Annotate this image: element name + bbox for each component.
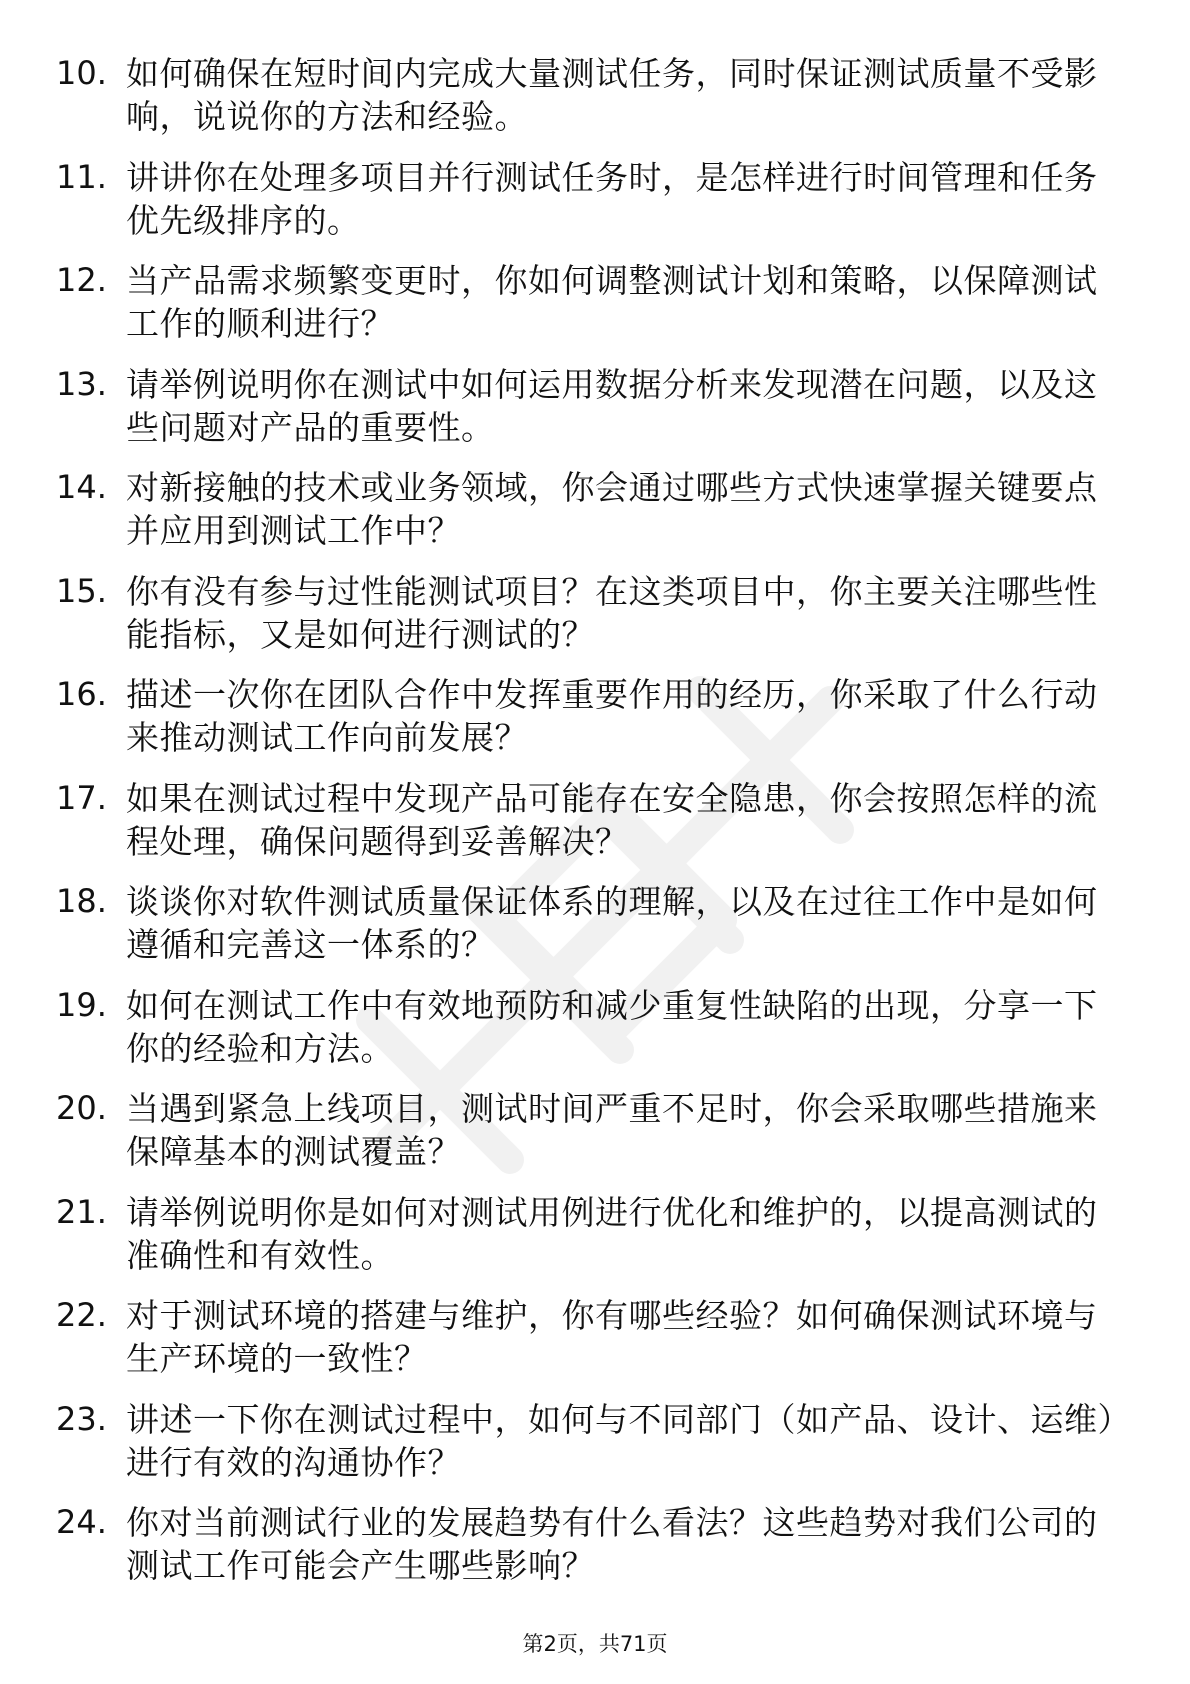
question-text: 请举例说明你在测试中如何运用数据分析来发现潜在问题，以及这些问题对产品的重要性。: [126, 364, 1098, 447]
question-number: 14.: [56, 468, 107, 506]
question-text: 你对当前测试行业的发展趋势有什么看法？这些趋势对我们公司的测试工作可能会产生哪些影响？: [126, 1503, 1098, 1585]
question-item: [56, 259, 1116, 363]
question-item: [56, 156, 1116, 260]
question-item: [56, 777, 1116, 881]
question-text: 如果在测试过程中发现产品可能存在安全隐患，你会按照怎样的流程处理，确保问题得到妥善解决？: [126, 778, 1098, 861]
question-number: 16.: [56, 675, 107, 713]
question-text: 讲讲你在处理多项目并行测试任务时，是怎样进行时间管理和任务优先级排序的。: [126, 157, 1098, 240]
question-item: [56, 673, 1116, 777]
question-text: 描述一次你在团队合作中发挥重要作用的经历，你采取了什么行动来推动测试工作向前发展？: [126, 675, 1098, 757]
question-number: 19.: [56, 985, 107, 1024]
question-item: [56, 52, 1116, 156]
question-item: [56, 1501, 1116, 1605]
question-number: 10.: [56, 54, 107, 92]
question-number: 18.: [56, 882, 107, 920]
question-number: 21.: [56, 1192, 107, 1231]
question-number: 12.: [56, 261, 107, 299]
question-text: 如何确保在短时间内完成大量测试任务，同时保证测试质量不受影响，说说你的方法和经验。: [126, 54, 1098, 136]
question-item: [56, 984, 1116, 1088]
question-item: [56, 1191, 1116, 1295]
question-item: [56, 570, 1116, 674]
question-item: [56, 880, 1116, 984]
page-footer: 第2页，共71页: [522, 1632, 668, 1656]
question-number: 23.: [56, 1399, 107, 1438]
question-text: 当产品需求频繁变更时，你如何调整测试计划和策略，以保障测试工作的顺利进行？: [126, 261, 1098, 343]
question-item: [56, 1294, 1116, 1398]
question-number: 20.: [56, 1089, 107, 1127]
question-text: 谈谈你对软件测试质量保证体系的理解，以及在过往工作中是如何遵循和完善这一体系的？: [126, 882, 1098, 964]
question-item: [56, 363, 1116, 467]
question-text: 讲述一下你在测试过程中，如何与不同部门（如产品、设计、运维）进行有效的沟通协作？: [126, 1399, 1115, 1482]
question-item: [56, 1087, 1116, 1191]
question-text: 如何在测试工作中有效地预防和减少重复性缺陷的出现，分享一下你的经验和方法。: [126, 985, 1098, 1068]
question-item: [56, 1398, 1116, 1502]
question-text: 对于测试环境的搭建与维护，你有哪些经验？如何确保测试环境与生产环境的一致性？: [126, 1296, 1098, 1378]
question-number: 24.: [56, 1503, 107, 1541]
question-list: [56, 52, 1116, 1605]
question-number: 13.: [56, 364, 107, 403]
question-text: 请举例说明你是如何对测试用例进行优化和维护的，以提高测试的准确性和有效性。: [126, 1192, 1098, 1275]
question-text: 对新接触的技术或业务领域，你会通过哪些方式快速掌握关键要点并应用到测试工作中？: [126, 468, 1098, 550]
question-number: 22.: [56, 1296, 107, 1334]
question-text: 当遇到紧急上线项目，测试时间严重不足时，你会采取哪些措施来保障基本的测试覆盖？: [126, 1089, 1098, 1171]
question-number: 11.: [56, 157, 107, 196]
question-item: [56, 466, 1116, 570]
question-text: 你有没有参与过性能测试项目？在这类项目中，你主要关注哪些性能指标，又是如何进行测试的？: [126, 571, 1098, 654]
question-number: 17.: [56, 778, 107, 817]
question-number: 15.: [56, 571, 107, 610]
